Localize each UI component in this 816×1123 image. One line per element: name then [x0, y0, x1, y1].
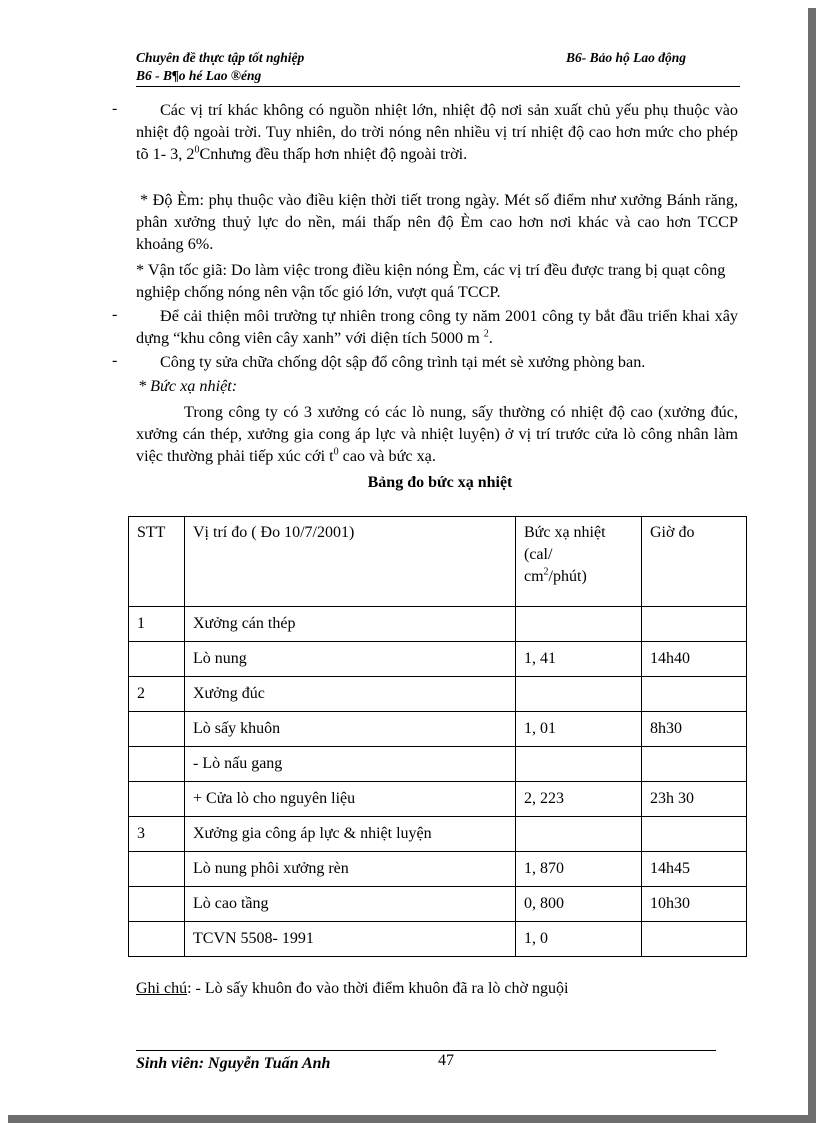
- cell-stt: [129, 712, 185, 747]
- cell-location: - Lò nấu gang: [185, 747, 516, 782]
- cell-location: + Cửa lò cho nguyên liệu: [185, 782, 516, 817]
- cell-location: TCVN 5508- 1991: [185, 922, 516, 957]
- header-stt: STT: [129, 517, 185, 607]
- footer-student-name: Sinh viên: Nguyễn Tuấn Anh: [136, 1055, 331, 1072]
- table-row: [129, 747, 747, 782]
- note-text: : - Lò sấy khuôn đo vào thời điểm khuôn đã ra lò chờ nguội: [187, 980, 569, 997]
- cell-radiation: 2, 223: [516, 782, 642, 817]
- cell-location: Xưởng đúc: [185, 677, 516, 712]
- cell-radiation: [516, 677, 642, 712]
- bullet-dash-1: -: [112, 100, 118, 117]
- cell-radiation: [516, 607, 642, 642]
- paragraph-text: Trong công ty có 3 xưởng có các lò nung, sấy thường có nhiệt độ cao (xưởng đúc, xưởng cán thép, xưởng gia cong áp lực và nhiệt luyện) ở vị trí trước cửa lò công nhân làm việc thường phải tiếp xúc cới t: [136, 403, 738, 465]
- cell-stt: [129, 887, 185, 922]
- cell-time: 8h30: [642, 712, 747, 747]
- cell-location: Lò sấy khuôn: [185, 712, 516, 747]
- paragraph-repairs: Công ty sửa chữa chống dột sập đổ công trình tại mét sè xưởng phòng ban.: [160, 353, 646, 371]
- paragraph-text: Các vị trí khác không có nguồn nhiệt lớn, nhiệt độ nơi sản xuất chủ yếu phụ thuộc vào nhiệt độ ngoài trời. Tuy nhiên, do trời nóng nên nhiều vị trí nhiệt độ cao hơn mức cho phép tõ 1- 3, 2: [136, 101, 738, 163]
- table-row: [129, 887, 747, 922]
- cell-stt: [129, 852, 185, 887]
- superscript: 0: [194, 144, 200, 156]
- cell-radiation: [516, 817, 642, 852]
- cell-location: Lò cao tầng: [185, 887, 516, 922]
- header-right-title: B6- Bảo hộ Lao động: [566, 50, 687, 65]
- cell-radiation: 0, 800: [516, 887, 642, 922]
- header-left-title: Chuyên đề thực tập tốt nghiệp: [136, 50, 305, 65]
- page-shadow-right: [808, 8, 816, 1123]
- cell-location: Xưởng cán thép: [185, 607, 516, 642]
- cell-time: 14h40: [642, 642, 747, 677]
- header-time: Giờ đo: [642, 517, 747, 607]
- cell-stt: 1: [129, 607, 185, 642]
- cell-time: [642, 817, 747, 852]
- heading-heat-radiation: * Bức xạ nhiệt:: [138, 377, 238, 395]
- paragraph-text: .: [488, 329, 493, 347]
- table-row: [129, 922, 747, 957]
- cell-time: [642, 677, 747, 712]
- footer-rule: [136, 1050, 716, 1051]
- header-rule: [136, 86, 740, 87]
- radiation-table: [128, 516, 747, 957]
- cell-time: 23h 30: [642, 782, 747, 817]
- cell-location: Lò nung: [185, 642, 516, 677]
- cell-time: 14h45: [642, 852, 747, 887]
- bullet-dash-2: -: [112, 306, 118, 323]
- paragraph-text: cao và bức xạ.: [338, 447, 436, 465]
- paragraph-text: Để cải thiện môi trường tự nhiên trong công ty năm 2001 công ty bắt đầu triển khai xây dựng “khu công viên cây xanh” với diện tích 5000 m: [136, 307, 738, 347]
- cell-radiation: 1, 41: [516, 642, 642, 677]
- paragraph-other-positions: [136, 99, 738, 165]
- table-row: [129, 782, 747, 817]
- table-row: [129, 852, 747, 887]
- cell-time: [642, 607, 747, 642]
- table-header-row: [129, 517, 747, 607]
- cell-stt: 3: [129, 817, 185, 852]
- cell-stt: [129, 922, 185, 957]
- superscript: 2: [543, 566, 549, 578]
- cell-location: Xưởng gia công áp lực & nhiệt luyện: [185, 817, 516, 852]
- table-row: [129, 817, 747, 852]
- superscript: 2: [483, 328, 489, 340]
- table-row: [129, 677, 747, 712]
- header-radiation-unit-end: /phút): [548, 568, 587, 585]
- cell-radiation: 1, 0: [516, 922, 642, 957]
- page-shadow-bottom: [8, 1115, 816, 1123]
- cell-radiation: 1, 01: [516, 712, 642, 747]
- cell-time: 10h30: [642, 887, 747, 922]
- cell-stt: 2: [129, 677, 185, 712]
- paragraph-humidity: * Độ Èm: phụ thuộc vào điều kiện thời tiết trong ngày. Mét số điểm như xưởng Bánh răng, phân xưởng thuỷ lực do nền, mái thấp nên độ Èm cao hơn nơi khác và cao hơn TCCP khoảng 6%.: [136, 191, 738, 253]
- header-radiation-line1: Bức xạ nhiệt (cal/: [524, 524, 606, 563]
- cell-stt: [129, 642, 185, 677]
- cell-stt: [129, 747, 185, 782]
- table-note: [136, 980, 568, 998]
- paragraph-text: Cnhưng đều thấp hơn nhiệt độ ngoài trời.: [199, 145, 468, 163]
- cell-stt: [129, 782, 185, 817]
- table-row: [129, 712, 747, 747]
- cell-time: [642, 922, 747, 957]
- table-row: [129, 642, 747, 677]
- cell-radiation: 1, 870: [516, 852, 642, 887]
- bullet-dash-3: -: [112, 352, 118, 369]
- note-label: Ghi chú: [136, 980, 188, 997]
- superscript: 0: [333, 446, 339, 458]
- paragraph-furnaces: [136, 401, 738, 467]
- paragraph-green-park: [136, 305, 738, 349]
- header-radiation-unit: cm: [524, 568, 544, 585]
- header-radiation: [516, 517, 642, 607]
- header-left-subtitle: B6 - B¶o hé Lao ®éng: [136, 68, 262, 83]
- cell-location: Lò nung phôi xưởng rèn: [185, 852, 516, 887]
- page-number: 47: [438, 1052, 454, 1069]
- header-location: Vị trí đo ( Đo 10/7/2001): [185, 517, 516, 607]
- paragraph-wind-speed: * Vận tốc giã: Do làm việc trong điều kiện nóng Èm, các vị trí đều được trang bị quạt công nghiệp chống nóng nên vận tốc gió lớn, vượt quá TCCP.: [136, 261, 726, 301]
- cell-time: [642, 747, 747, 782]
- cell-radiation: [516, 747, 642, 782]
- table-title: Bảng đo bức xạ nhiệt: [367, 474, 513, 491]
- table-row: [129, 607, 747, 642]
